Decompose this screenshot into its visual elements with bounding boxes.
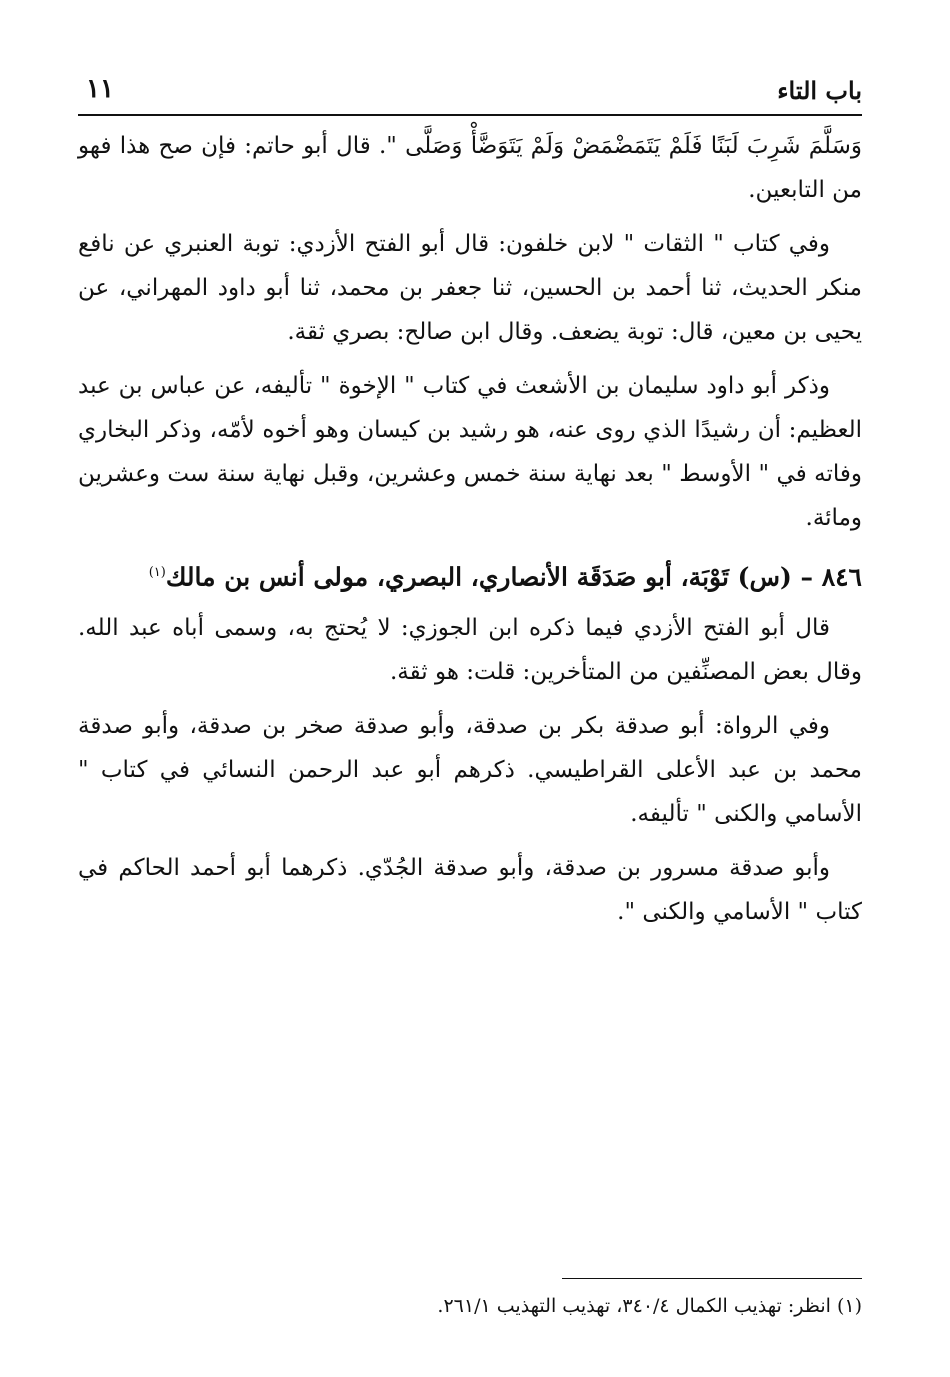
entry-heading-text: ٨٤٦ – (س) تَوْبَة، أبو صَدَقَة الأنصاري، البصري، مولى أنس بن مالك bbox=[165, 562, 862, 592]
body-text bbox=[78, 124, 862, 934]
entry-heading bbox=[78, 550, 862, 600]
footnote-mark: (١) bbox=[148, 565, 166, 580]
paragraph-continuation: وَسَلَّمَ شَرِبَ لَبَنًا فَلَمْ يَتَمَضْمَضْ وَلَمْ يَتَوَضَّأْ وَصَلَّى ". قال أبو حاتم: فإن صح هذا فهو من التابعين. bbox=[78, 133, 862, 203]
paragraph-ruwat: وفي الرواة: أبو صدقة بكر بن صدقة، وأبو صدقة صخر بن صدقة، وأبو صدقة محمد بن عبد الأعلى القراطيسي. ذكرهم أبو عبد الرحمن النسائي في كتاب " الأسامي والكنى " تأليفه. bbox=[78, 713, 862, 828]
running-header bbox=[78, 70, 862, 116]
paragraph-azdi: قال أبو الفتح الأزدي فيما ذكره ابن الجوزي: لا يُحتج به، وسمى أباه عبد الله. وقال بعض المصنِّفين من المتأخرين: قلت: هو ثقة. bbox=[78, 615, 862, 686]
paragraph-masrur: وأبو صدقة مسرور بن صدقة، وأبو صدقة الجُدّي. ذكرهما أبو أحمد الحاكم في كتاب " الأسامي والكنى ". bbox=[78, 855, 862, 926]
footnote: (١) انظر: تهذيب الكمال ٣٤٠/٤، تهذيب التهذيب ٢٦١/١. bbox=[437, 1295, 862, 1317]
footnote-separator bbox=[562, 1278, 862, 1279]
paragraph-ikhwa: وذكر أبو داود سليمان بن الأشعث في كتاب " الإخوة " تأليفه، عن عباس بن عبد العظيم: أن رشيدًا الذي روى عنه، هو رشيد بن كيسان وهو أخوه لأمّه، وذكر البخاري وفاته في " الأوسط " بعد نهاية سنة خمس وعشرين، وقبل نهاية سنة ست وعشرين ومائة. bbox=[78, 373, 862, 531]
paragraph-thiqat: وفي كتاب " الثقات " لابن خلفون: قال أبو الفتح الأزدي: توبة العنبري عن نافع منكر الحديث، ثنا أحمد بن الحسين، ثنا جعفر بن محمد، ثنا أبو داود المهراني، عن يحيى بن معين، قال: توبة يضعف. وقال ابن صالح: بصري ثقة. bbox=[78, 231, 862, 345]
page-number: ١١ bbox=[86, 74, 114, 104]
document-page bbox=[78, 70, 862, 1360]
running-title: باب التاء bbox=[777, 76, 862, 105]
